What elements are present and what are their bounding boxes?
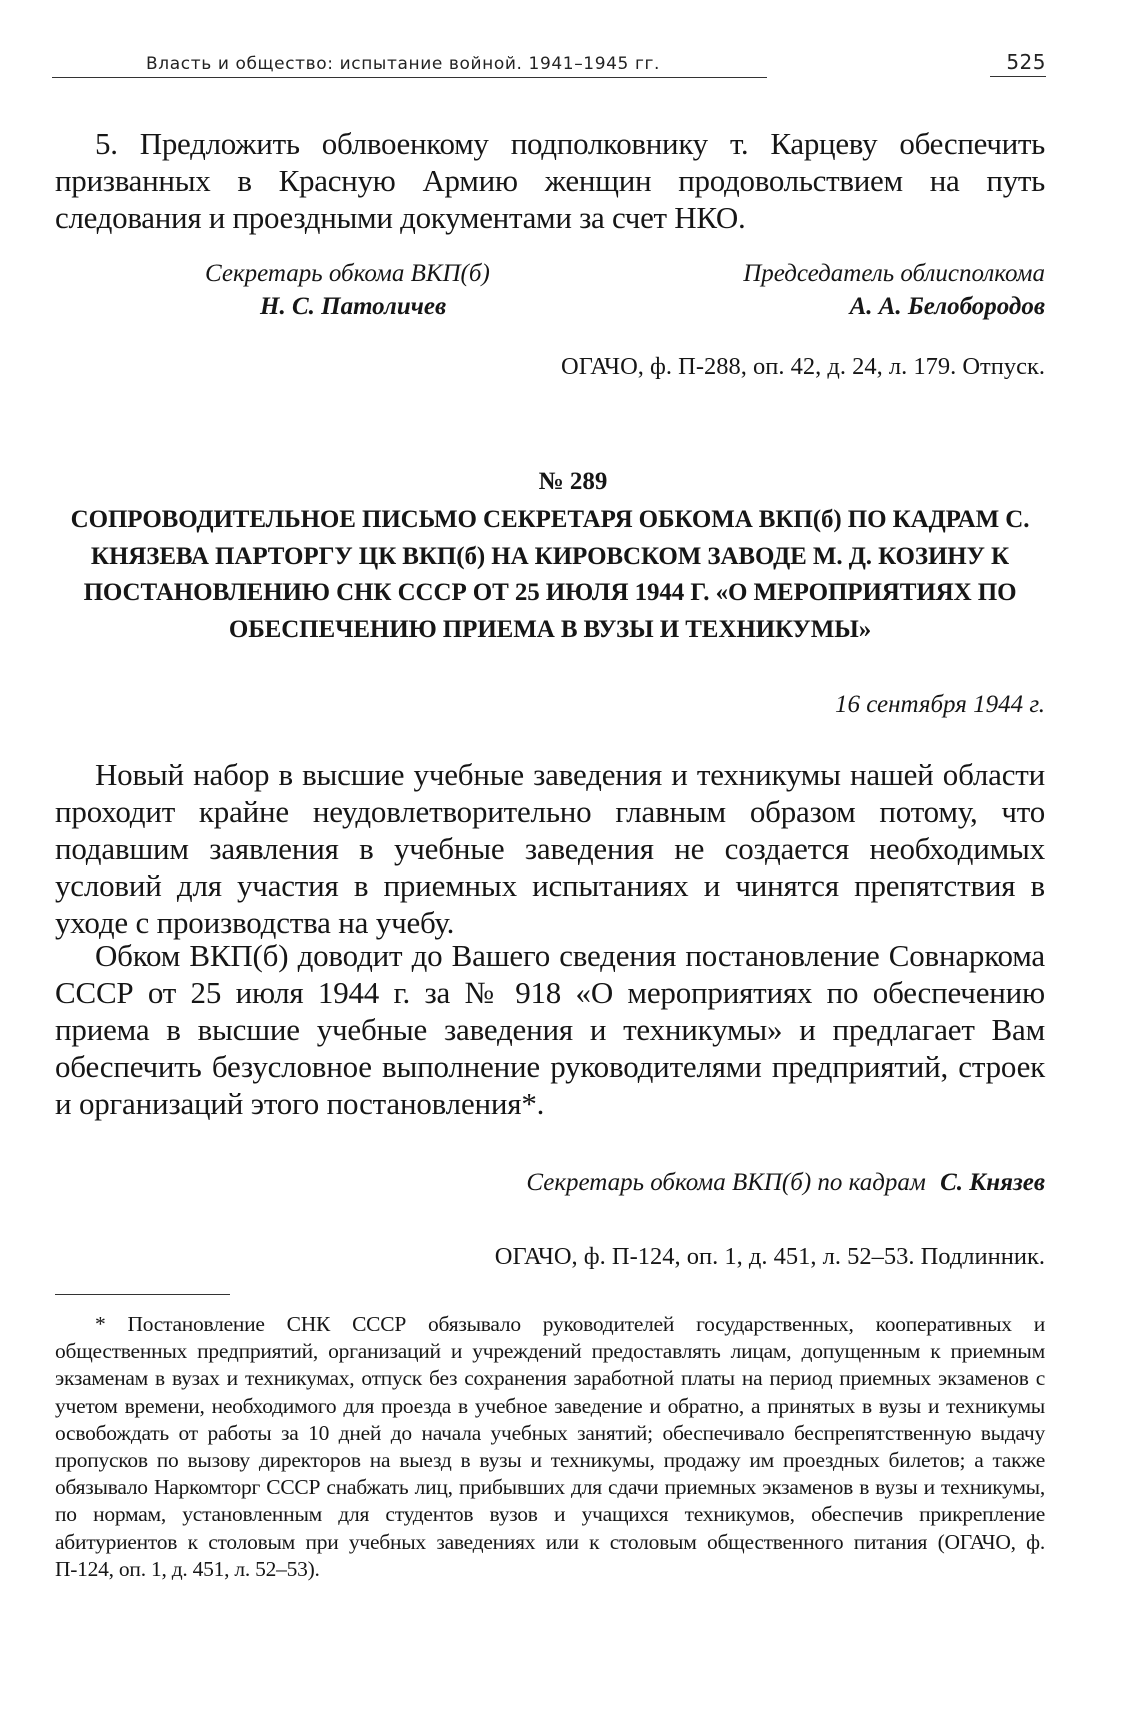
signature-name: Н. С. Патоличев	[260, 293, 447, 320]
footnote-divider	[55, 1294, 230, 1295]
signature-name: С. Князев	[940, 1169, 1045, 1196]
archive-source-reference: ОГАЧО, ф. П-124, оп. 1, д. 451, л. 52–53. Подлинник.	[494, 1243, 1045, 1270]
signature-block-right	[660, 257, 1045, 323]
signature-block-left	[205, 257, 565, 323]
running-header: Власть и общество: испытание войной. 1941–1945 гг.	[52, 54, 767, 78]
archive-source-reference: ОГАЧО, ф. П-288, оп. 42, д. 24, л. 179. Отпуск.	[561, 353, 1045, 380]
signature-name: А. А. Белобородов	[849, 293, 1045, 320]
document-paragraph: Новый набор в высшие учебные заведения и техникумы нашей области проходит крайне неудовлетворительно главным образом потому, что подавшим заявления в учебные заведения не создается необходимых условий для участия в приемных испытаниях и чинятся препятствия в уходе с производства на учебу.	[55, 757, 1045, 940]
signature-title: Секретарь обкома ВКП(б)	[205, 260, 490, 287]
document-paragraph: Обком ВКП(б) доводит до Вашего сведения постановление Совнаркома СССР от 25 июля 1944 г. за № 918 «О мероприятиях по обеспечению приема в высшие учебные заведения и техникумы» и предлагает Вам обеспечить безусловное выполнение руководителями предприятий, строек и организаций этого постановления*.	[55, 938, 1045, 1121]
document-date: 16 сентября 1944 г.	[834, 691, 1045, 718]
footnote: * Постановление СНК СССР обязывало руководителей государственных, кооперативных и общественных предприятий, организаций и учреждений предоставлять лицам, допущенным к приемным экзаменам в вузах и техникумах, отпуск без сохранения заработной платы на период приемных экзаменов с учетом времени, необходимого для проезда в учебное заведение и обратно, а принятых в вузы и техникумы освобождать от работы за 10 дней до начала учебных занятий; обеспечивало беспрепятственную выдачу пропусков по вызову директоров на выезд в вузы и техникумы, продажу им проездных билетов; а также обязывало Наркомторг СССР снабжать лиц, прибывших для сдачи приемных экзаменов в вузы и техникумы, по нормам, установленным для студентов вузов и учащихся техникумов, обеспечив прикрепление абитуриентов к столовым при учебных заведениях или к столовым общественного питания (ОГАЧО, ф. П-124, оп. 1, д. 451, л. 52–53).	[55, 1312, 1045, 1581]
document-title: СОПРОВОДИТЕЛЬНОЕ ПИСЬМО СЕКРЕТАРЯ ОБКОМА ВКП(б) ПО КАДРАМ С. КНЯЗЕВА ПАРТОРГУ ЦК ВКП(б) НА КИРОВСКОМ ЗАВОДЕ М. Д. КОЗИНУ К ПОСТАНОВЛЕНИЮ СНК СССР ОТ 25 ИЮЛЯ 1944 Г. «О МЕРОПРИЯТИЯХ ПО ОБЕСПЕЧЕНИЮ ПРИЕМА В ВУЗЫ И ТЕХНИКУМЫ»	[70, 506, 1030, 643]
page-number: 525	[990, 50, 1046, 77]
signature-title: Секретарь обкома ВКП(б) по кадрам	[526, 1169, 926, 1196]
prev-document-paragraph: 5. Предложить облвоенкому подполковнику т. Карцеву обеспечить призванных в Красную Армию женщин продовольствием на путь следования и проездными документами за счет НКО.	[55, 126, 1045, 235]
signature-title: Председатель облисполкома	[743, 260, 1045, 287]
document-signature	[300, 1168, 1045, 1198]
document-number: № 289	[538, 468, 608, 495]
